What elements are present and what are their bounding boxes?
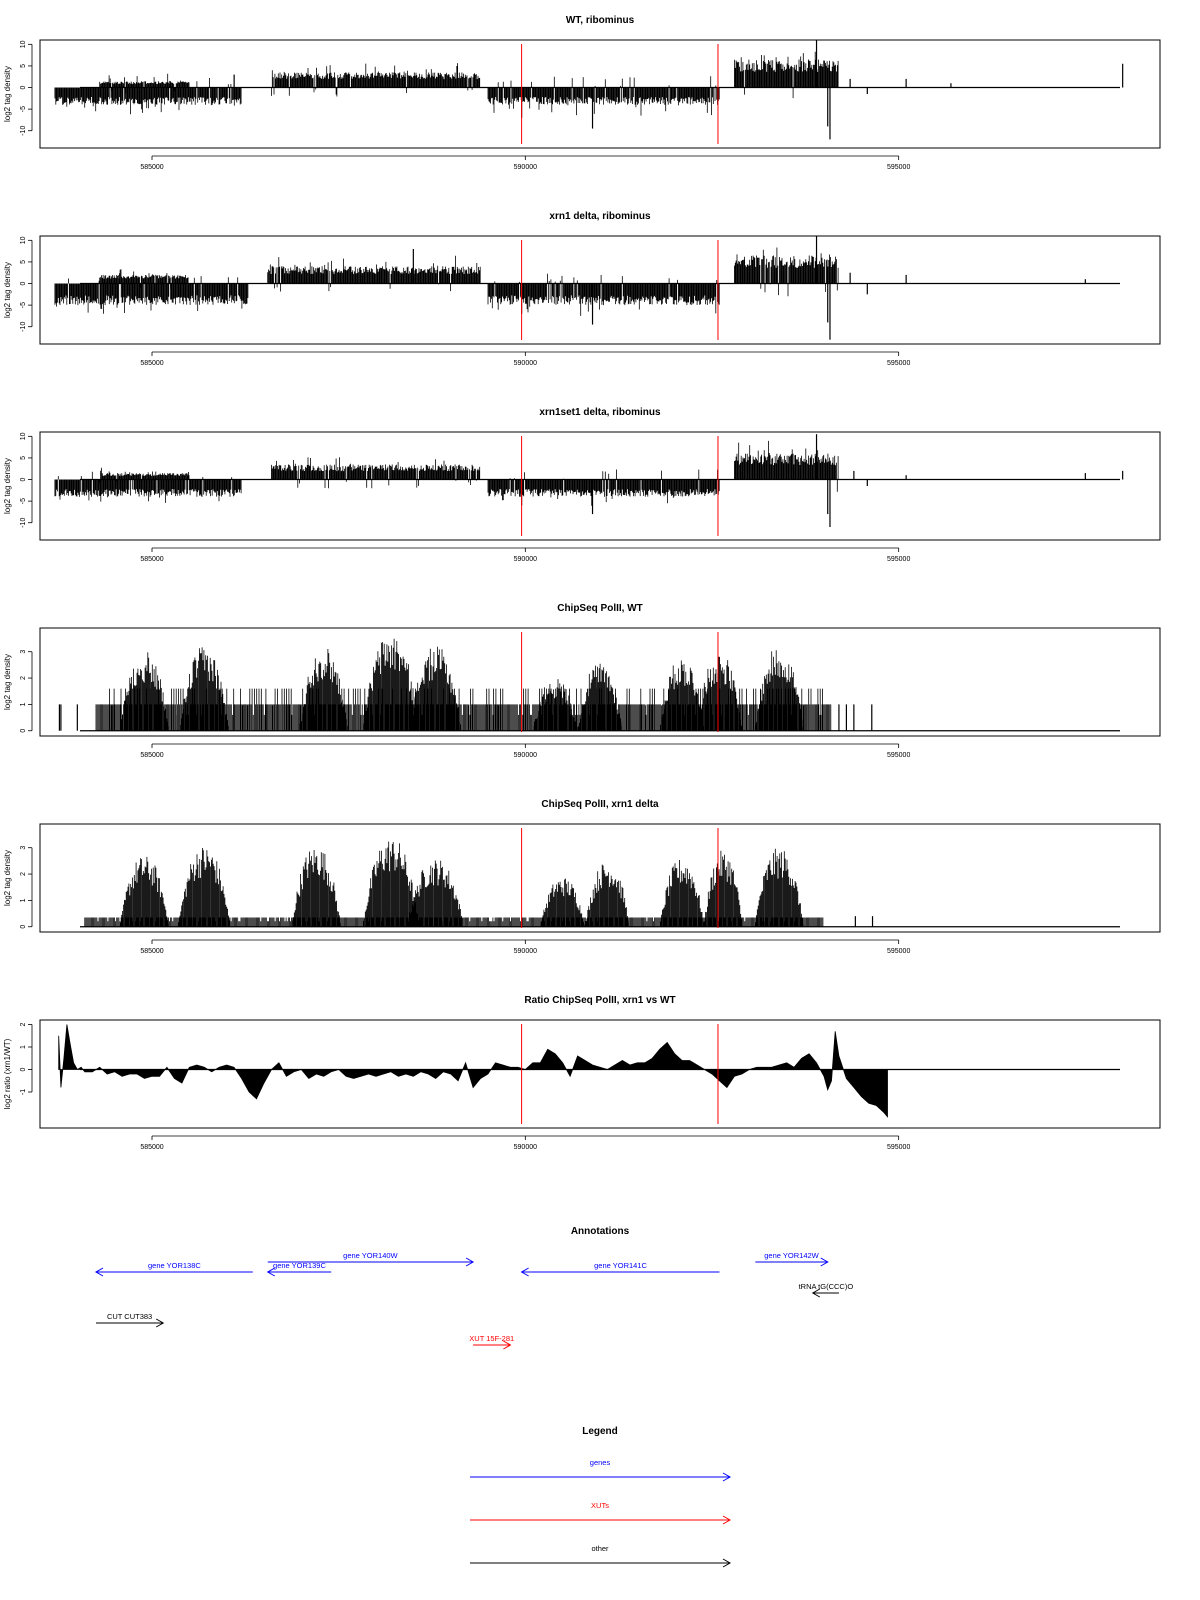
- annotation-xut: [469, 1334, 514, 1349]
- x-tick-label: 585000: [140, 556, 164, 563]
- y-tick-label: 0: [20, 85, 27, 90]
- x-tick-label: 590000: [513, 752, 538, 759]
- legend-panel: [470, 1426, 730, 1567]
- panel-title: xrn1 delta, ribominus: [549, 211, 651, 222]
- x-tick-label: 590000: [513, 948, 538, 955]
- y-tick-label: 0: [20, 477, 27, 482]
- panel-title: ChipSeq PolII, xrn1 delta: [541, 799, 659, 810]
- x-axis: [140, 548, 910, 563]
- x-tick-label: 595000: [886, 164, 911, 171]
- y-tick-label: 1: [20, 1045, 27, 1049]
- y-axis: [20, 236, 32, 331]
- panel-2: [3, 211, 1160, 367]
- panel-title: xrn1set1 delta, ribominus: [539, 407, 661, 418]
- y-axis-label: log2 tag density: [3, 457, 12, 515]
- data-bars: [55, 248, 838, 316]
- y-axis-label: log2 tag density: [3, 849, 12, 907]
- data-layer: [55, 40, 1123, 139]
- y-axis-label: log2 tag density: [3, 261, 12, 319]
- legend-label: other: [591, 1544, 609, 1553]
- ratio-area: [59, 1025, 888, 1117]
- y-tick-label: -5: [20, 302, 27, 309]
- y-tick-label: 1: [20, 702, 27, 707]
- panel-4: [3, 603, 1160, 759]
- y-tick-label: -10: [20, 517, 27, 528]
- y-tick-label: 1: [20, 898, 27, 903]
- data-layer: [55, 434, 1123, 527]
- y-axis-label: log2 tag density: [3, 653, 12, 711]
- y-tick-label: 3: [20, 845, 27, 850]
- annotation-label: gene YOR140W: [343, 1251, 398, 1260]
- panel-title: ChipSeq PolII, WT: [557, 603, 643, 614]
- y-tick-label: 0: [20, 924, 27, 929]
- annotation-label: tRNA tG(CCC)O: [798, 1282, 854, 1291]
- y-axis: [20, 40, 32, 135]
- annotations-title: Annotations: [570, 1226, 630, 1237]
- x-tick-label: 585000: [140, 1144, 164, 1151]
- data-layer: [59, 1025, 888, 1117]
- y-tick-label: 5: [20, 259, 27, 264]
- y-tick-label: 0: [20, 728, 27, 733]
- x-tick-label: 590000: [513, 164, 538, 171]
- y-tick-label: 10: [20, 432, 27, 441]
- x-tick-label: 585000: [140, 360, 164, 367]
- x-tick-label: 595000: [886, 1144, 911, 1151]
- x-tick-label: 585000: [140, 752, 164, 759]
- x-axis: [140, 1136, 910, 1151]
- legend-title: Legend: [582, 1426, 618, 1437]
- data-bars: [96, 639, 831, 731]
- annotation-other: [799, 1282, 854, 1297]
- y-axis-label: log2 ratio (xrn1/WT): [3, 1038, 12, 1110]
- y-tick-label: 10: [20, 236, 27, 245]
- x-tick-label: 595000: [886, 360, 911, 367]
- x-axis: [140, 940, 910, 955]
- y-tick-label: -5: [20, 498, 27, 505]
- data-bars: [55, 52, 838, 116]
- y-tick-label: 2: [20, 1022, 27, 1027]
- legend-item-gene: [470, 1458, 730, 1481]
- x-tick-label: 590000: [513, 556, 538, 563]
- data-layer: [59, 639, 871, 731]
- x-tick-label: 595000: [886, 752, 911, 759]
- x-axis: [140, 352, 910, 367]
- x-tick-label: 590000: [513, 360, 538, 367]
- x-tick-label: 585000: [140, 164, 164, 171]
- legend-label: XUTs: [591, 1501, 609, 1510]
- x-tick-label: 585000: [140, 948, 164, 955]
- panel-6: [3, 995, 1160, 1151]
- data-bars: [55, 441, 838, 506]
- legend-label: genes: [589, 1458, 611, 1467]
- panel-title: WT, ribominus: [565, 15, 635, 26]
- y-tick-label: -1: [20, 1088, 27, 1096]
- y-tick-label: 10: [20, 40, 27, 49]
- y-axis: [20, 846, 32, 929]
- plot-frame: [40, 1020, 1160, 1128]
- y-tick-label: 5: [20, 63, 27, 68]
- legend-item-xut: [470, 1501, 730, 1524]
- annotation-gene: [522, 1261, 720, 1276]
- annotation-gene: [96, 1261, 253, 1276]
- annotation-label: XUT 15F-281: [469, 1334, 515, 1343]
- y-tick-label: 2: [20, 676, 27, 681]
- data-layer: [85, 842, 873, 927]
- annotation-label: gene YOR139C: [273, 1261, 326, 1270]
- y-axis-label: log2 tag density: [3, 65, 12, 123]
- panel-3: [3, 407, 1160, 563]
- y-axis: [20, 1022, 32, 1095]
- panel-5: [3, 799, 1160, 955]
- x-tick-label: 595000: [886, 556, 911, 563]
- panel-1: [3, 15, 1160, 171]
- annotation-label: gene YOR138C: [147, 1261, 201, 1270]
- y-tick-label: 3: [20, 649, 27, 654]
- data-bars: [85, 842, 823, 927]
- y-axis: [20, 650, 32, 733]
- y-tick-label: -5: [20, 106, 27, 113]
- annotation-label: CUT CUT383: [106, 1312, 153, 1321]
- y-axis: [20, 432, 32, 527]
- y-tick-label: -10: [20, 125, 27, 136]
- x-axis: [140, 156, 910, 171]
- y-tick-label: 0: [20, 1067, 27, 1072]
- annotation-other: [96, 1312, 163, 1327]
- data-layer: [55, 236, 1085, 340]
- y-tick-label: 0: [20, 281, 27, 286]
- x-tick-label: 595000: [886, 948, 911, 955]
- annotation-label: gene YOR142W: [764, 1251, 819, 1260]
- annotation-label: gene YOR141C: [594, 1261, 647, 1270]
- y-tick-label: 2: [20, 872, 27, 877]
- legend-item-other: [470, 1544, 730, 1567]
- panel-title: Ratio ChipSeq PolII, xrn1 vs WT: [524, 995, 676, 1006]
- y-tick-label: 5: [20, 455, 27, 460]
- y-tick-label: -10: [20, 321, 27, 332]
- x-axis: [140, 744, 910, 759]
- annotations-panel: [96, 1226, 853, 1349]
- annotation-gene: [268, 1261, 331, 1276]
- annotation-gene: [755, 1251, 827, 1266]
- x-tick-label: 590000: [513, 1144, 538, 1151]
